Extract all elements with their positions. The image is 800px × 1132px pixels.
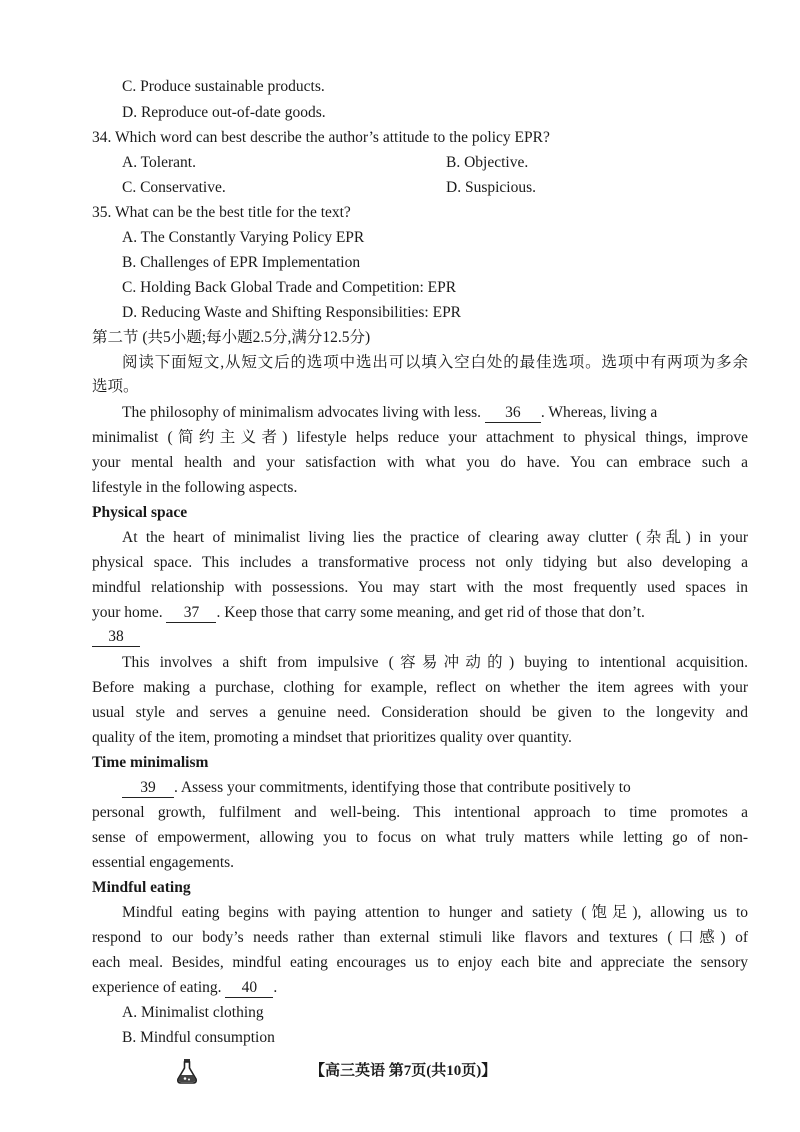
passage-p1-line4: lifestyle in the following aspects. xyxy=(92,479,298,496)
section-header: 第二节 (共5小题;每小题2.5分,满分12.5分) xyxy=(92,329,371,346)
p4-line1-tail: . Assess your commitments, identifying those that contribute positively to xyxy=(174,779,631,796)
passage-p2-line1: At the heart of minimalist living lies the practice of clearing away clutter (杂乱) in your xyxy=(122,529,748,546)
q35-stem: 35. What can be the best title for the text? xyxy=(92,204,351,221)
option-b: B. Mindful consumption xyxy=(122,1029,275,1046)
blank-38: 38 xyxy=(92,628,140,647)
option-a: A. Minimalist clothing xyxy=(122,1004,264,1021)
p1-line1-text: The philosophy of minimalism advocates living with less. xyxy=(122,404,482,421)
p1-line1-tail: . Whereas, living a xyxy=(540,404,658,421)
q35-option-d: D. Reducing Waste and Shifting Responsibilities: EPR xyxy=(122,304,462,321)
passage-p3-line4: quality of the item, promoting a mindset that prioritizes quality over quantity. xyxy=(92,729,572,746)
p2-line4-text: your home. xyxy=(92,604,163,621)
heading-time-minimalism: Time minimalism xyxy=(92,754,209,771)
p5-line4-tail: . xyxy=(273,979,278,996)
q35-option-b: B. Challenges of EPR Implementation xyxy=(122,254,361,271)
passage-p3-line3: usual style and serves a genuine need. Consideration should be given to the longevity and xyxy=(92,704,748,721)
q35-option-a: A. The Constantly Varying Policy EPR xyxy=(122,229,365,246)
passage-p4-line2: personal growth, fulfilment and well-being. This intentional approach to time promotes a xyxy=(92,804,748,821)
heading-physical-space: Physical space xyxy=(92,504,188,521)
q33-option-c: C. Produce sustainable products. xyxy=(122,78,325,95)
passage-p3-line1: This involves a shift from impulsive (容易冲动的) buying to intentional acquisition. xyxy=(122,654,748,671)
blank-36: 36 xyxy=(485,404,541,423)
passage-p5-line1: Mindful eating begins with paying attention to hunger and satiety (饱足), allowing us to xyxy=(122,904,748,921)
passage-p1-line1 xyxy=(122,403,748,423)
passage-p5-line4 xyxy=(92,978,277,998)
flask-icon xyxy=(176,1058,198,1084)
passage-p4-line3: sense of empowerment, allowing you to focus on what truly matters while letting go of non- xyxy=(92,829,748,846)
blank-38-line xyxy=(92,627,140,647)
passage-p3-line2: Before making a purchase, clothing for example, reflect on whether the item agrees with your xyxy=(92,679,748,696)
page-footer: 【高三英语 第7页(共10页)】 xyxy=(310,1063,497,1079)
passage-p2-line2: physical space. This includes a transformative process not only tidying but also developing a xyxy=(92,554,748,571)
passage-p2-line4 xyxy=(92,603,645,623)
blank-39: 39 xyxy=(122,779,174,798)
passage-p4-line4: essential engagements. xyxy=(92,854,235,871)
q34-option-c: C. Conservative. xyxy=(122,179,226,196)
q34-stem: 34. Which word can best describe the author’s attitude to the policy EPR? xyxy=(92,129,550,146)
q34-option-a: A. Tolerant. xyxy=(122,154,196,171)
q35-option-c: C. Holding Back Global Trade and Competition: EPR xyxy=(122,279,457,296)
section-instruction-line2: 选项。 xyxy=(92,378,139,395)
passage-p2-line3: mindful relationship with possessions. You may start with the most frequently used spaces in xyxy=(92,579,748,596)
heading-mindful-eating: Mindful eating xyxy=(92,879,191,896)
q33-option-d: D. Reproduce out-of-date goods. xyxy=(122,104,326,121)
section-instruction-line1: 阅读下面短文,从短文后的选项中选出可以填入空白处的最佳选项。选项中有两项为多余 xyxy=(122,354,748,371)
q34-option-b: B. Objective. xyxy=(446,154,529,171)
passage-p1-line3: your mental health and your satisfaction with what you do have. You can embrace such a xyxy=(92,454,748,471)
blank-37: 37 xyxy=(166,604,216,623)
blank-40: 40 xyxy=(225,979,273,998)
passage-p4-line1 xyxy=(122,778,748,798)
passage-p5-line2: respond to our body’s needs rather than external stimuli like flavors and textures (口感) of xyxy=(92,929,748,946)
passage-p5-line3: each meal. Besides, mindful eating encourages us to enjoy each bite and appreciate the sensory xyxy=(92,954,748,971)
q34-option-d: D. Suspicious. xyxy=(446,179,536,196)
passage-p1-line2: minimalist (简约主义者) lifestyle helps reduce your attachment to physical things, improve xyxy=(92,429,748,446)
p5-line4-text: experience of eating. xyxy=(92,979,222,996)
p2-line4-tail: . Keep those that carry some meaning, and get rid of those that don’t. xyxy=(216,604,645,621)
